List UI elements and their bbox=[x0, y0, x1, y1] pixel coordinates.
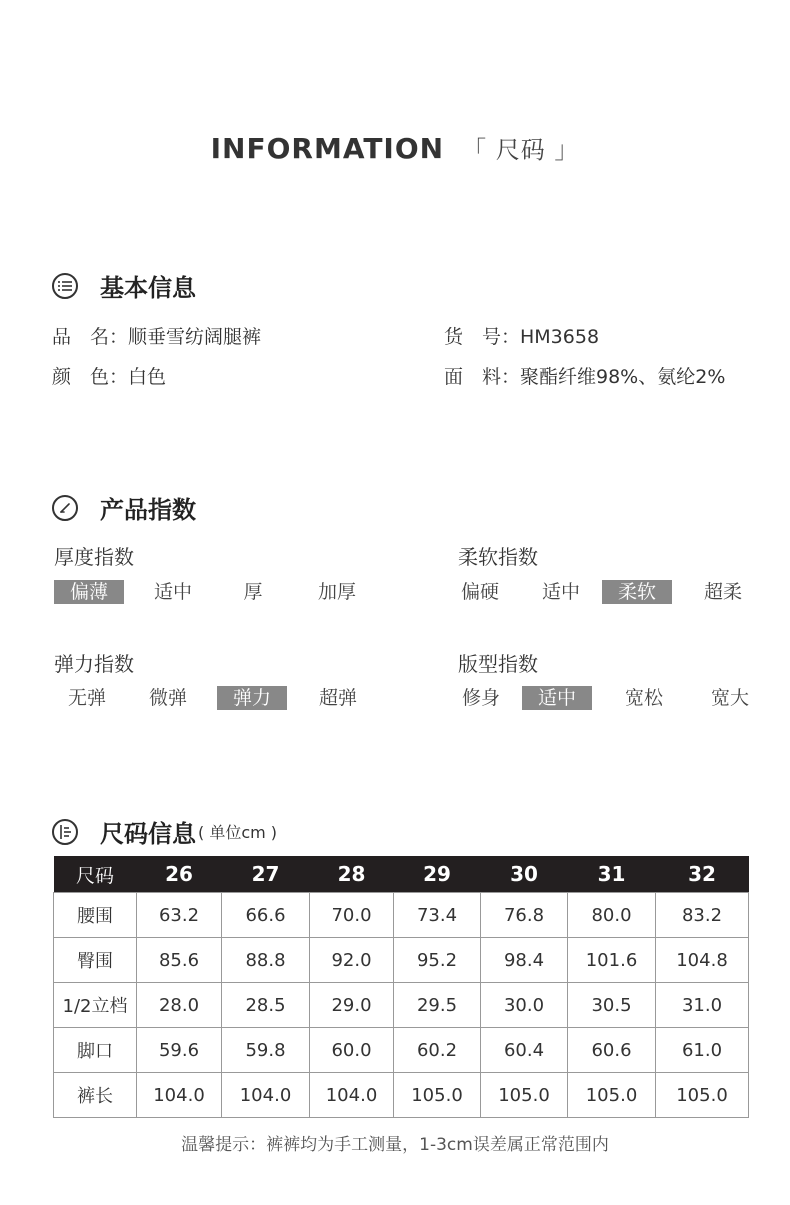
table-cell: 83.2 bbox=[656, 893, 749, 938]
thickness-option: 适中 bbox=[153, 581, 192, 603]
table-cell: 59.8 bbox=[222, 1028, 310, 1073]
table-cell: 104.0 bbox=[310, 1073, 394, 1118]
gauge-icon bbox=[52, 495, 78, 521]
table-header-cell: 26 bbox=[137, 856, 222, 893]
table-cell: 28.5 bbox=[222, 983, 310, 1028]
fit-option: 修身 bbox=[461, 687, 500, 709]
table-cell: 30.0 bbox=[481, 983, 568, 1028]
title-en: INFORMATION bbox=[210, 132, 445, 165]
section-title: 产品指数 bbox=[100, 496, 196, 524]
measurement-note: 温馨提示：裤裤均为手工测量，1-3cm误差属正常范围内 bbox=[181, 1135, 609, 1155]
product-color: 颜 色：白色 bbox=[52, 366, 167, 388]
table-header-cell: 27 bbox=[222, 856, 310, 893]
fit-option: 宽大 bbox=[710, 687, 749, 709]
table-cell: 105.0 bbox=[394, 1073, 481, 1118]
table-header-row bbox=[54, 856, 749, 893]
elasticity-option: 无弹 bbox=[67, 687, 106, 709]
softness-title: 柔软指数 bbox=[458, 545, 538, 569]
table-cell: 70.0 bbox=[310, 893, 394, 938]
table-cell: 76.8 bbox=[481, 893, 568, 938]
table-cell: 104.8 bbox=[656, 938, 749, 983]
table-cell: 59.6 bbox=[137, 1028, 222, 1073]
table-cell: 31.0 bbox=[656, 983, 749, 1028]
table-cell: 60.4 bbox=[481, 1028, 568, 1073]
table-cell: 66.6 bbox=[222, 893, 310, 938]
table-cell: 臀围 bbox=[54, 938, 137, 983]
product-code: 货 号：HM3658 bbox=[444, 326, 600, 348]
table-header-cell: 28 bbox=[310, 856, 394, 893]
list-icon bbox=[52, 273, 78, 299]
table-cell: 28.0 bbox=[137, 983, 222, 1028]
fit-title: 版型指数 bbox=[458, 652, 538, 676]
basic-info-header bbox=[52, 268, 196, 303]
thickness-option: 加厚 bbox=[317, 581, 356, 603]
product-name: 品 名：顺垂雪纺阔腿裤 bbox=[52, 326, 262, 348]
table-row bbox=[54, 1028, 749, 1073]
ruler-icon bbox=[52, 819, 78, 845]
table-cell: 105.0 bbox=[568, 1073, 656, 1118]
table-cell: 1/2立档 bbox=[54, 983, 137, 1028]
section-title: 尺码信息 bbox=[100, 820, 196, 848]
table-cell: 29.0 bbox=[310, 983, 394, 1028]
table-cell: 裤长 bbox=[54, 1073, 137, 1118]
table-cell: 80.0 bbox=[568, 893, 656, 938]
elasticity-title: 弹力指数 bbox=[54, 652, 134, 676]
table-cell: 104.0 bbox=[222, 1073, 310, 1118]
table-cell: 105.0 bbox=[656, 1073, 749, 1118]
softness-option: 超柔 bbox=[703, 581, 742, 603]
table-header-cell: 29 bbox=[394, 856, 481, 893]
size-info-header bbox=[52, 814, 277, 849]
thickness-option: 厚 bbox=[243, 581, 263, 603]
table-cell: 30.5 bbox=[568, 983, 656, 1028]
product-index-header bbox=[52, 490, 196, 525]
title-cn: 「 尺码 」 bbox=[462, 136, 580, 164]
table-header-cell: 30 bbox=[481, 856, 568, 893]
table-cell: 85.6 bbox=[137, 938, 222, 983]
table-row bbox=[54, 1073, 749, 1118]
elasticity-option: 微弹 bbox=[148, 687, 187, 709]
table-cell: 60.2 bbox=[394, 1028, 481, 1073]
table-cell: 92.0 bbox=[310, 938, 394, 983]
table-cell: 104.0 bbox=[137, 1073, 222, 1118]
section-title: 基本信息 bbox=[100, 274, 196, 302]
elasticity-option: 弹力 bbox=[217, 686, 287, 710]
size-table bbox=[53, 856, 749, 1118]
softness-option: 适中 bbox=[541, 581, 580, 603]
unit-label: ( 单位cm ) bbox=[198, 823, 278, 842]
elasticity-option: 超弹 bbox=[318, 687, 357, 709]
table-row bbox=[54, 893, 749, 938]
table-cell: 63.2 bbox=[137, 893, 222, 938]
softness-option: 偏硬 bbox=[460, 581, 499, 603]
table-cell: 98.4 bbox=[481, 938, 568, 983]
thickness-title: 厚度指数 bbox=[54, 545, 134, 569]
table-header-cell: 32 bbox=[656, 856, 749, 893]
fit-option: 适中 bbox=[522, 686, 592, 710]
page-title bbox=[0, 130, 790, 165]
table-cell: 105.0 bbox=[481, 1073, 568, 1118]
table-cell: 29.5 bbox=[394, 983, 481, 1028]
thickness-option: 偏薄 bbox=[54, 580, 124, 604]
table-cell: 73.4 bbox=[394, 893, 481, 938]
table-cell: 61.0 bbox=[656, 1028, 749, 1073]
product-fabric: 面 料：聚酯纤维98%、氨纶2% bbox=[444, 366, 726, 388]
softness-option: 柔软 bbox=[602, 580, 672, 604]
table-cell: 腰围 bbox=[54, 893, 137, 938]
table-row bbox=[54, 938, 749, 983]
table-cell: 88.8 bbox=[222, 938, 310, 983]
table-cell: 95.2 bbox=[394, 938, 481, 983]
table-cell: 60.6 bbox=[568, 1028, 656, 1073]
table-cell: 60.0 bbox=[310, 1028, 394, 1073]
table-cell: 脚口 bbox=[54, 1028, 137, 1073]
table-cell: 101.6 bbox=[568, 938, 656, 983]
table-header-cell: 尺码 bbox=[54, 856, 137, 893]
table-header-cell: 31 bbox=[568, 856, 656, 893]
fit-option: 宽松 bbox=[624, 687, 663, 709]
table-row bbox=[54, 983, 749, 1028]
